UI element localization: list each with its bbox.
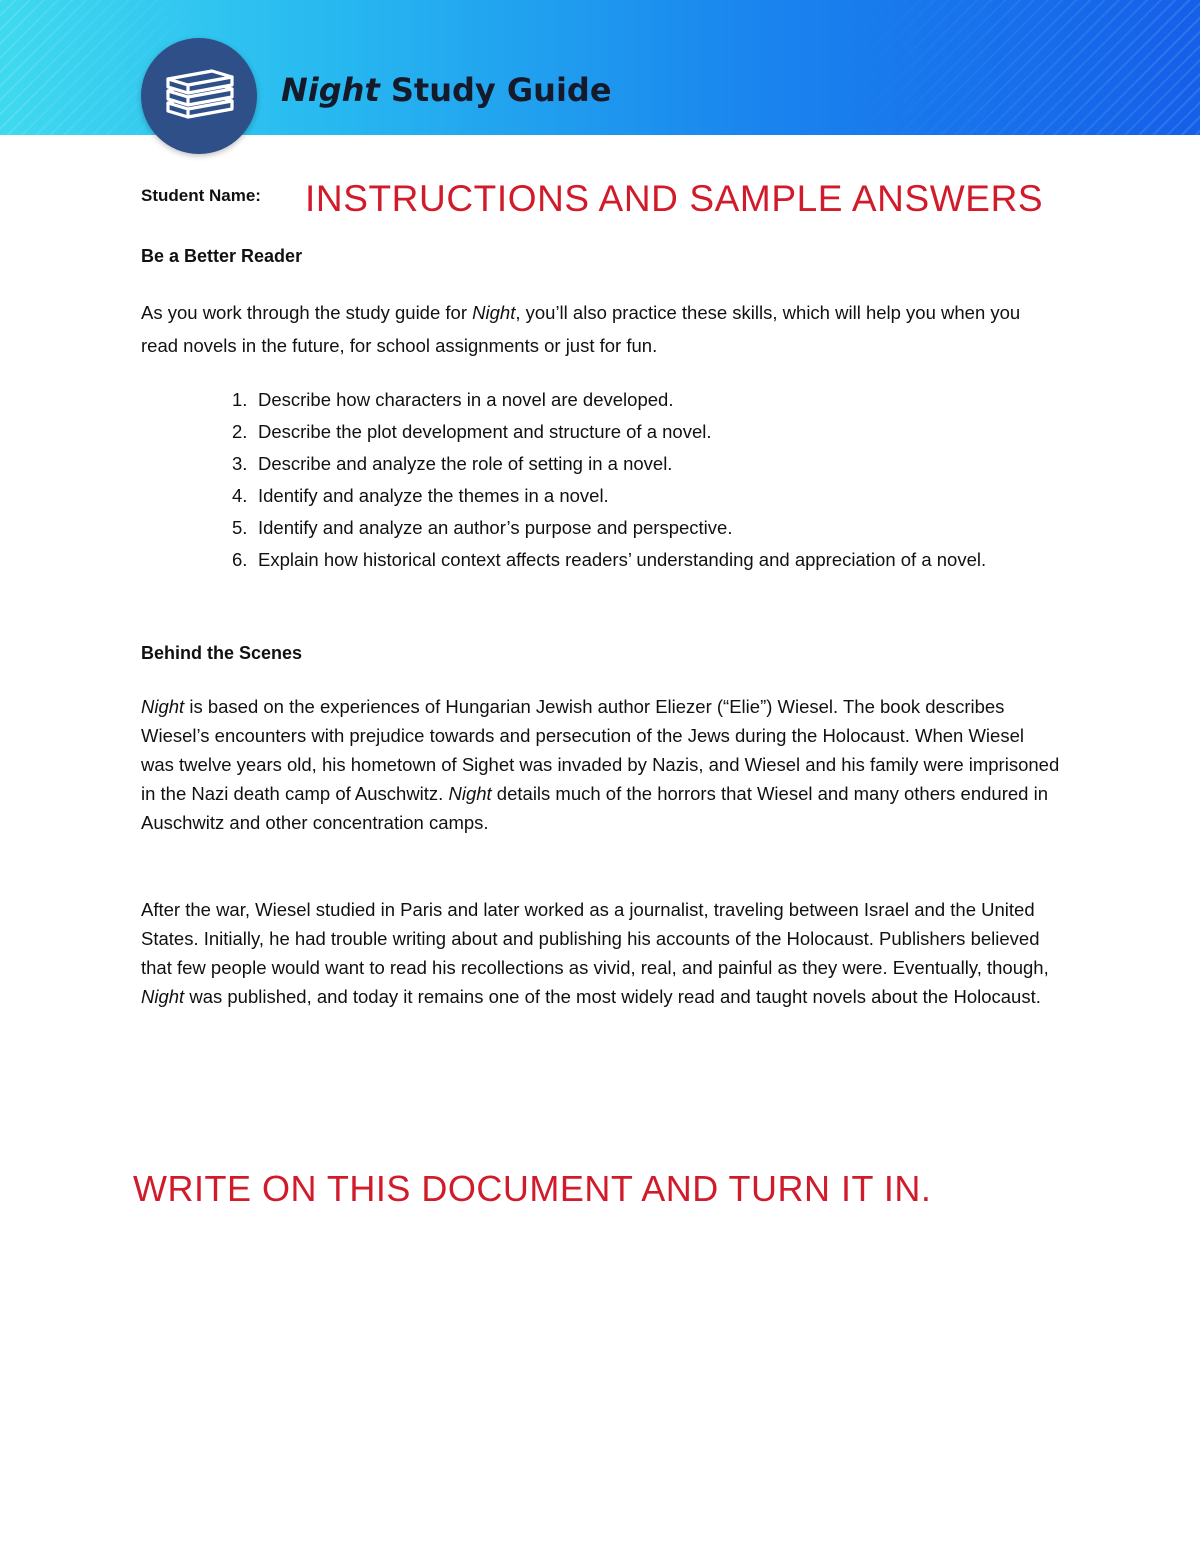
student-name-label: Student Name: [141, 186, 261, 205]
list-number: 6. [232, 549, 248, 570]
list-number: 4. [232, 485, 248, 506]
list-number: 1. [232, 389, 248, 410]
title-rest: Study Guide [379, 71, 612, 109]
list-text: Describe and analyze the role of setting in a novel. [258, 453, 673, 474]
list-item [232, 417, 1062, 446]
list-number: 2. [232, 421, 248, 442]
list-item [232, 449, 1062, 478]
list-text: Explain how historical context affects readers’ understanding and appreciation of a novel. [258, 549, 987, 570]
p2-text-1: After the war, Wiesel studied in Paris and later worked as a journalist, traveling between Israel and the United States. Initially, he had trouble writing about and publishing his accounts of the Holocaust. Publishers believed that few people would want to read his recollections as vivid, real, and painful as they were. Eventually, though, [141, 899, 1049, 978]
list-text: Identify and analyze the themes in a novel. [258, 485, 609, 506]
list-item [232, 513, 1062, 542]
logo-badge [141, 38, 257, 154]
heading-behind-scenes: Behind the Scenes [141, 643, 303, 663]
list-text: Describe how characters in a novel are developed. [258, 389, 674, 410]
list-item [232, 545, 1062, 574]
skills-list [232, 385, 1062, 577]
list-text: Identify and analyze an author’s purpose and perspective. [258, 517, 733, 538]
student-name-value[interactable]: INSTRUCTIONS AND SAMPLE ANSWERS [305, 178, 1044, 219]
list-number: 3. [232, 453, 248, 474]
p2-text-2: was published, and today it remains one of the most widely read and taught novels about the Holocaust. [184, 986, 1041, 1007]
p2-italic-title: Night [141, 986, 185, 1007]
list-item [232, 385, 1062, 414]
p1-italic-title-2: Night [448, 783, 492, 804]
page-title [281, 70, 612, 110]
intro-text-before: As you work through the study guide for [141, 302, 473, 323]
p1-text-2: details much of the horrors that Wiesel and many others endured in Auschwitz and other concentration camps. [141, 783, 1048, 833]
p1-italic-title-1: Night [141, 696, 185, 717]
behind-scenes-paragraph-2 [141, 895, 1061, 1011]
p1-text-1: is based on the experiences of Hungarian Jewish author Eliezer (“Elie”) Wiesel. The book describes Wiesel’s encounters with prejudice towards and persecution of the Jews during the Holocaust. When Wiesel was twelve years old, his hometown of Sighet was invaded by Nazis, and Wiesel and his family were imprisoned in the Nazi death camp of Auschwitz. [141, 696, 1060, 804]
heading-better-reader: Be a Better Reader [141, 246, 303, 266]
intro-paragraph [141, 296, 1061, 362]
stacked-books-icon [160, 65, 238, 127]
intro-text-after: , you’ll also practice these skills, which will help you when you read novels in the future, for school assignments or just for fun. [141, 302, 1021, 356]
write-instructions-note: WRITE ON THIS DOCUMENT AND TURN IT IN. [133, 1168, 932, 1209]
intro-italic-title: Night [472, 302, 516, 323]
list-number: 5. [232, 517, 248, 538]
list-item [232, 481, 1062, 510]
title-italic: Night [281, 71, 380, 109]
list-text: Describe the plot development and structure of a novel. [258, 421, 712, 442]
behind-scenes-paragraph-1 [141, 692, 1061, 837]
